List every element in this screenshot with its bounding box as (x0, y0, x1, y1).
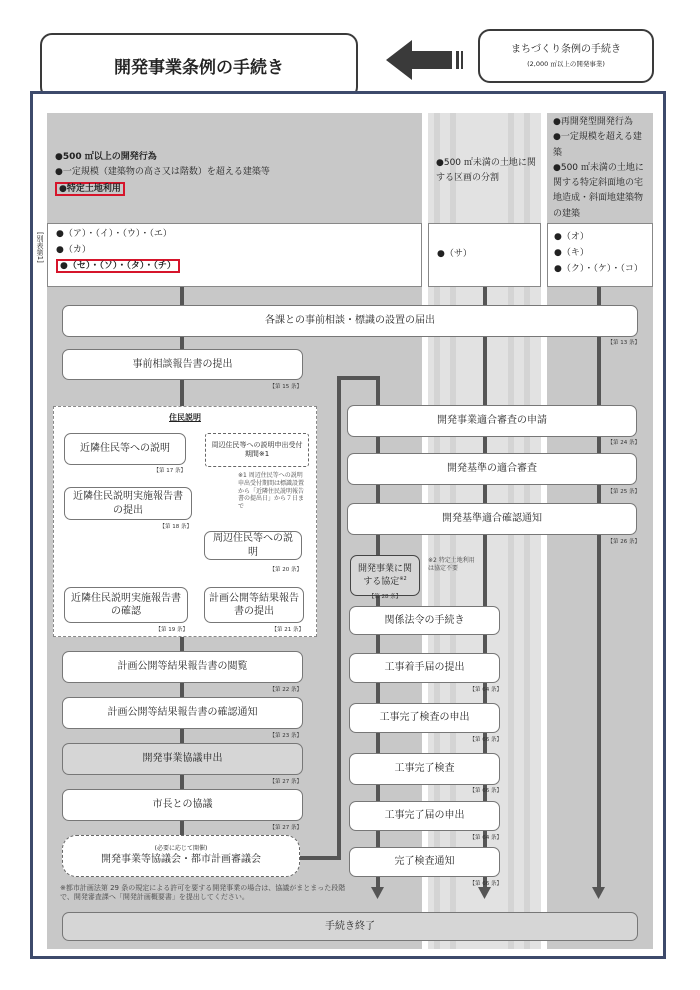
article-ref: 【第 66 条】 (469, 737, 502, 743)
footnote: ※都市計画法第 29 条の規定による許可を要する開発事業の場合は、協議がまとまった段階で、開発審査課へ「開発計画概要書」を提出してください。 (60, 884, 346, 902)
step-kanryou-kensa: 工事完了検査 (349, 753, 500, 785)
step-jizen-soudan: 各課との事前相談・標識の設置の届出 (62, 305, 638, 337)
step-tekigou-shinsa-shinsei: 開発事業適合審査の申請 (347, 405, 637, 437)
step-kanryou-todoke: 工事完了届の申出 (349, 801, 500, 831)
article-ref: 【第 27 条】 (269, 779, 302, 785)
article-ref: 【第 18 条】 (159, 524, 192, 530)
page-title: 開発事業条例の手続き (40, 33, 358, 99)
list-item: ●（オ） (554, 232, 589, 242)
article-ref: 【第 17 条】 (153, 468, 186, 474)
step-keikaku-houkoku: 計画公開等結果報告書の提出 (204, 587, 304, 623)
step-kyougikai: (必要に応じて開催) 開発事業等協議会・都市計画審議会 (62, 835, 300, 877)
article-ref: 【第 23 条】 (269, 733, 302, 739)
step-kinrin-houkoku: 近隣住民説明実施報告書の提出 (64, 487, 192, 520)
crit-item-highlight: ●特定土地利用 (55, 182, 125, 196)
step-shichou-kyougi: 市長との協議 (62, 789, 303, 821)
step-chakushu-todoke: 工事着手届の提出 (349, 653, 500, 683)
article-ref: 【第 66 条】 (469, 788, 502, 794)
kyougikai-note: (必要に応じて開催) (154, 845, 208, 853)
list-item: ●（キ） (554, 247, 589, 258)
step-kankei-hourei: 関係法令の手続き (349, 606, 500, 635)
step-keikaku-kakunin: 計画公開等結果報告書の確認通知 (62, 697, 303, 729)
step-kyougi-moushide: 開発事業協議申出 (62, 743, 303, 775)
crit-item: ●一定規模を超える建築 (553, 132, 642, 158)
article-ref: 【第 24 条】 (607, 440, 640, 446)
list-item: ●（サ） (437, 249, 472, 259)
note-2: ※2 特定土地利用は協定不要 (428, 557, 475, 572)
crit-item: ●500 ㎡以上の開発行為 (55, 152, 157, 162)
article-ref: 【第 66 条】 (469, 881, 502, 887)
machizukuri-note: (2,000 ㎡以上の開発事業) (527, 60, 605, 68)
article-ref: 【第 27 条】 (269, 825, 302, 831)
article-ref: 【第 64 条】 (469, 687, 502, 693)
article-ref: 【第 25 条】 (607, 489, 640, 495)
article-ref: 【第 15 条】 (269, 384, 302, 390)
step-jizen-houkoku: 事前相談報告書の提出 (62, 349, 303, 380)
step-kinrin-setsumei: 近隣住民等への説明 (64, 433, 186, 465)
step-tetsuzuki-shuuryou: 手続き終了 (62, 912, 638, 941)
step-kensa-tsuuchi: 完了検査通知 (349, 847, 500, 877)
article-ref: 【第 64 条】 (469, 835, 502, 841)
moushide-kikan-box: 周辺住民等への説明申出受付期間※1 (205, 433, 309, 467)
step-kijun-shinsa: 開発基準の適合審査 (347, 453, 637, 485)
step-kyoutei: 開発事業に関する協定$^{※2}$ (350, 555, 420, 596)
list-item: ●（ア）・（イ）・（ウ）・（エ） (56, 229, 172, 239)
list-item: ●（ク）・（ケ）・（コ） (554, 263, 643, 274)
crit-item: ●500 ㎡未満の土地に関する区画の分割 (436, 158, 536, 184)
machizukuri-title: まちづくり条例の手続き (511, 44, 621, 55)
kyoutei-note-mark: ※2 (399, 575, 407, 582)
jumin-setsumei-heading: 住民説明 (169, 413, 201, 422)
article-ref: 【第 13 条】 (607, 340, 640, 346)
step-kinrin-kakunin: 近隣住民説明実施報告書の確認 (64, 587, 188, 623)
step-kanryou-kensa-moushide: 工事完了検査の申出 (349, 703, 500, 733)
note-1: ※1 周辺住民等への説明申出受付期間は標識設置から「近隣住民説明報告書の提出日」から７日まで (238, 472, 305, 511)
step-keikaku-etsuran: 計画公開等結果報告書の閲覧 (62, 651, 303, 683)
side-label: [別表第1] (36, 232, 44, 263)
step-shuhen-setsumei: 周辺住民等への説明 (204, 531, 302, 560)
list-item-highlight: ●（セ）・（ソ）・（タ）・（チ） (56, 259, 180, 273)
list-item: ●（カ） (56, 244, 91, 255)
crit-item: ●500 ㎡未満の土地に関する特定斜面地の宅地造成・斜面地建築物の建築 (553, 162, 644, 219)
article-ref: 【第 28 条】 (368, 594, 402, 600)
article-ref: 【第 20 条】 (269, 567, 302, 573)
article-ref: 【第 19 条】 (155, 627, 188, 633)
article-ref: 【第 22 条】 (269, 687, 302, 693)
article-ref: 【第 21 条】 (271, 627, 304, 633)
step-kijun-tsuuchi: 開発基準適合確認通知 (347, 503, 637, 535)
crit-item: ●再開発型開発行為 (553, 117, 633, 127)
crit-item: ●一定規模（建築物の高さ又は階数）を超える建築等 (55, 167, 270, 178)
article-ref: 【第 26 条】 (607, 539, 640, 545)
